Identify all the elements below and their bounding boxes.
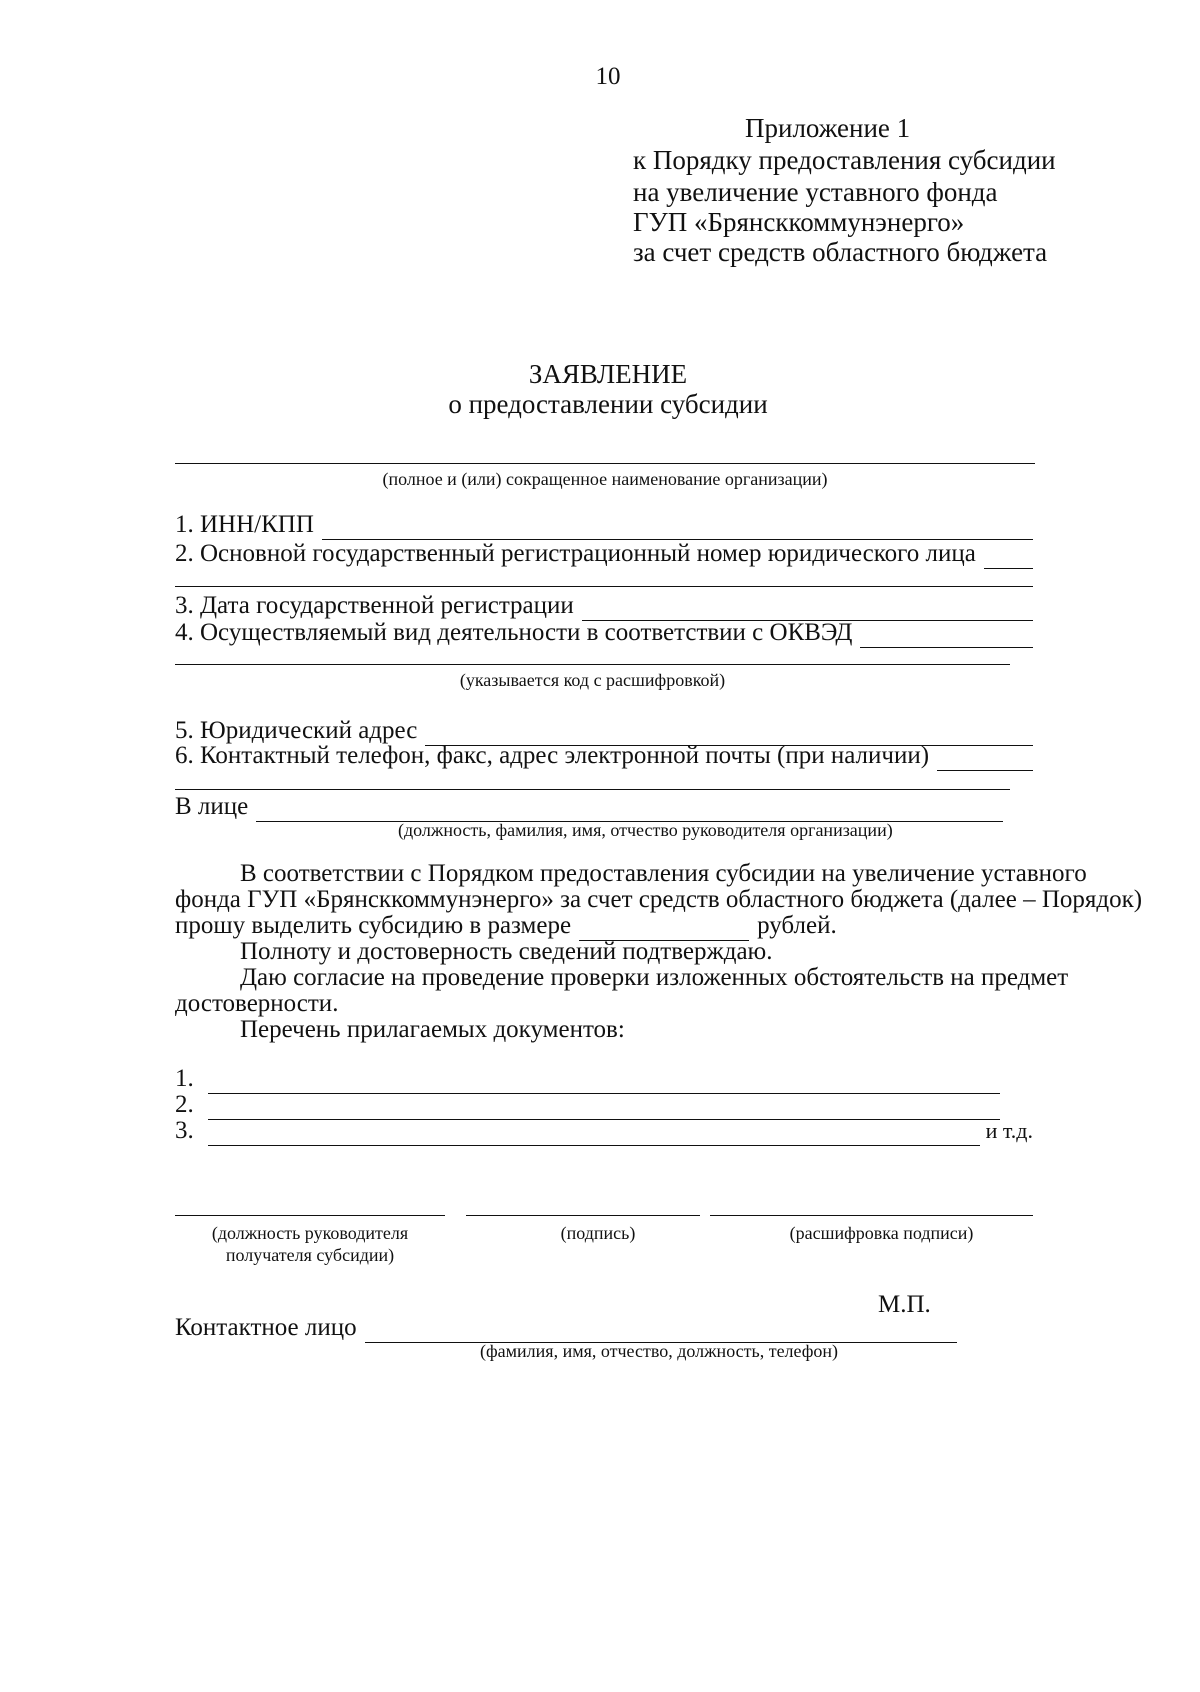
- contact-row: [175, 1313, 957, 1343]
- document-number: 1.: [175, 1065, 194, 1092]
- reg-date-row: [175, 591, 1033, 621]
- address-label: 5. Юридический адрес: [175, 717, 418, 744]
- amount-label: прошу выделить субсидию в размере: [175, 912, 572, 939]
- body-paragraph-1: В соответствии с Порядком предоставления субсидии на увеличение уставного: [240, 860, 1087, 887]
- represented-caption: (должность, фамилия, имя, отчество руководителя организации): [398, 820, 893, 840]
- body-paragraph-2: Полноту и достоверность сведений подтверждаю.: [240, 938, 773, 965]
- signature-field[interactable]: [466, 1215, 700, 1216]
- signature-decode-field[interactable]: [710, 1215, 1033, 1216]
- ogrn-field-continued[interactable]: [175, 586, 1033, 587]
- org-name-caption: (полное и (или) сокращенное наименование организации): [382, 469, 828, 489]
- document-number: 2.: [175, 1091, 194, 1118]
- document-field-3[interactable]: [208, 1123, 980, 1146]
- ogrn-field[interactable]: [984, 546, 1033, 569]
- inn-kpp-label: 1. ИНН/КПП: [175, 511, 314, 538]
- position-caption: (должность руководителя: [211, 1223, 409, 1243]
- contact-caption: (фамилия, имя, отчество, должность, телефон): [480, 1341, 839, 1361]
- contacts-field-continued[interactable]: [175, 789, 1010, 790]
- appendix-line: к Порядку предоставления субсидии: [633, 145, 1056, 175]
- page-number: 10: [595, 63, 621, 90]
- contacts-field[interactable]: [937, 748, 1033, 771]
- body-paragraph-3: Даю согласие на проведение проверки изложенных обстоятельств на предмет: [240, 964, 1069, 991]
- document-etc: и т.д.: [985, 1118, 1033, 1143]
- inn-kpp-row: [175, 510, 1033, 540]
- okved-field[interactable]: [860, 625, 1033, 648]
- ogrn-row: [175, 539, 1033, 569]
- appendix-title: Приложение 1: [745, 113, 911, 143]
- appendix-line: ГУП «Брянсккоммунэнерго»: [633, 207, 965, 237]
- org-name-field[interactable]: [175, 463, 1035, 464]
- inn-kpp-field[interactable]: [322, 517, 1033, 540]
- reg-date-label: 3. Дата государственной регистрации: [175, 592, 574, 619]
- represented-label: В лице: [175, 793, 249, 820]
- document-subtitle: о предоставлении субсидии: [448, 389, 768, 419]
- okved-field-continued[interactable]: [175, 664, 1010, 665]
- contact-label: Контактное лицо: [175, 1314, 357, 1341]
- appendix-line: на увеличение уставного фонда: [633, 177, 998, 207]
- ogrn-label: 2. Основной государственный регистрационный номер юридического лица: [175, 540, 976, 567]
- contacts-row: [175, 741, 1033, 771]
- appendix-line: за счет средств областного бюджета: [633, 237, 1048, 267]
- decode-caption: (расшифровка подписи): [789, 1223, 974, 1243]
- document-item-3: [175, 1116, 1033, 1146]
- okved-row: [175, 618, 1033, 648]
- okved-caption: (указывается код с расшифровкой): [459, 670, 726, 690]
- signature-caption: (подпись): [560, 1223, 636, 1243]
- okved-label: 4. Осуществляемый вид деятельности в соответствии с ОКВЭД: [175, 619, 853, 646]
- amount-currency: рублей.: [757, 912, 837, 939]
- document-title: ЗАЯВЛЕНИЕ: [528, 359, 688, 389]
- position-caption: получателя субсидии): [225, 1245, 395, 1265]
- contacts-label: 6. Контактный телефон, факс, адрес электронной почты (при наличии): [175, 742, 930, 769]
- body-paragraph-3: достоверности.: [175, 990, 339, 1017]
- represented-row: [175, 792, 1003, 822]
- body-paragraph-1: фонда ГУП «Брянсккоммунэнерго» за счет средств областного бюджета (далее – Порядок): [175, 886, 1143, 913]
- stamp-placeholder: М.П.: [878, 1291, 931, 1318]
- position-field[interactable]: [175, 1215, 445, 1216]
- document-number: 3.: [175, 1117, 194, 1144]
- documents-list-heading: Перечень прилагаемых документов:: [240, 1016, 625, 1043]
